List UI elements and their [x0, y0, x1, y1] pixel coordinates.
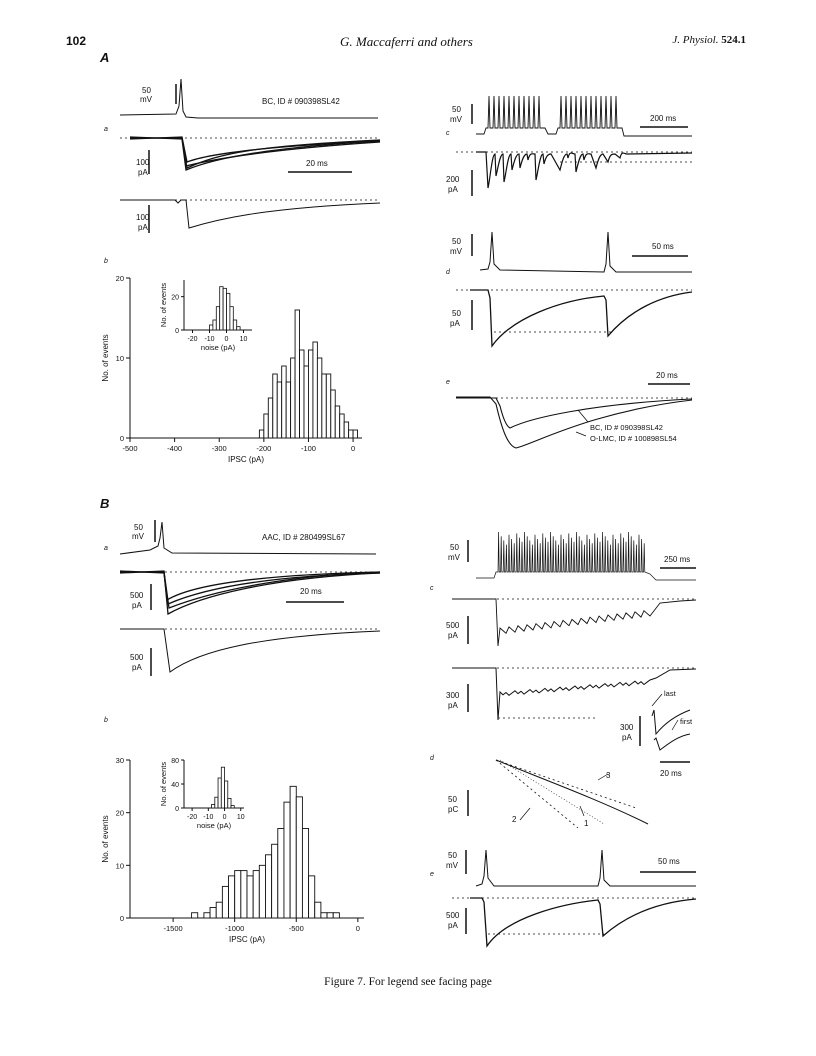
B-c-inset-last-label: last — [664, 689, 676, 698]
A-b-inset-xtick-label: 10 — [239, 336, 248, 343]
B-e-voltage-trace — [476, 850, 696, 886]
panel-A-sub-a: a — [104, 126, 108, 133]
B-b-xlabel: IPSC (pA) — [228, 935, 266, 944]
B-c-inset-time-scale: 20 ms — [660, 769, 682, 778]
A-d-pa-unit: pA — [450, 319, 460, 328]
B-c-mv-unit: mV — [448, 553, 460, 562]
B-b-inset-ylabel: No. of events — [159, 761, 168, 807]
B-b-bar — [204, 913, 210, 918]
B-b-bar — [321, 913, 327, 918]
A-b-inset-bar — [227, 293, 230, 330]
B-a-average-trace — [120, 629, 380, 672]
B-c-pa-scale-2: 300 — [446, 691, 460, 700]
B-b-bar — [235, 871, 241, 918]
panel-B-sub-c: c — [430, 585, 434, 592]
page-number: 102 — [66, 34, 87, 48]
A-b-bar — [340, 414, 344, 438]
A-b-inset-bar — [220, 287, 223, 330]
A-b-bar — [349, 430, 353, 438]
A-b-bar — [286, 382, 290, 438]
A-b-xtick-label: -300 — [211, 444, 227, 453]
B-b-bar — [278, 828, 284, 918]
B-d-label-2: 2 — [512, 815, 517, 824]
A-b-inset-bar — [233, 320, 236, 330]
B-a-avg-pa-scale: 500 — [130, 653, 144, 662]
B-c-mv-scale: 50 — [450, 543, 459, 552]
running-head-authors: G. Maccaferri and others — [340, 34, 473, 49]
B-b-xtick-label: -1500 — [163, 924, 183, 933]
B-c-inset-first-last — [620, 689, 693, 778]
A-b-inset-ylabel: No. of events — [159, 282, 168, 328]
B-c-inset-pointer-last — [652, 694, 662, 706]
B-c-ipsc-train-raw — [452, 599, 696, 646]
A-b-bar — [300, 350, 304, 438]
B-a-mv-scale: 50 — [134, 523, 143, 532]
B-b-bar — [296, 797, 302, 918]
B-b-inset-bar — [221, 767, 224, 808]
B-b-bar — [272, 844, 278, 918]
panel-A-sub-e: e — [446, 379, 450, 386]
B-b-bar — [253, 871, 259, 918]
A-c-current-path — [476, 152, 692, 188]
A-b-bar — [268, 398, 272, 438]
B-b-bar — [290, 786, 296, 918]
B-b-inset-xtick-label: -10 — [203, 814, 214, 821]
panel-B-sub-b: b — [104, 717, 108, 724]
A-b-bar — [264, 414, 268, 438]
B-b-xtick-label: 0 — [355, 924, 360, 933]
B-e-ipsc-pair — [470, 898, 696, 946]
A-e-pointer-olmc — [576, 432, 586, 436]
B-b-ytick-label: 10 — [115, 861, 124, 871]
B-e-mv-scale: 50 — [448, 851, 457, 860]
B-b-bar — [229, 876, 235, 918]
B-b-ytick-label: 30 — [115, 756, 124, 765]
A-c-time-scale: 200 ms — [650, 114, 677, 123]
B-b-inset-xtick-label: 0 — [222, 814, 227, 821]
B-c-pa-scale-1: 500 — [446, 621, 460, 630]
A-b-xtick-label: 0 — [350, 444, 356, 453]
A-b-bar — [335, 406, 339, 438]
A-b-bar — [331, 390, 335, 438]
A-b-inset-bar — [216, 307, 219, 330]
A-a-avg-pa-scale: 100 — [136, 213, 150, 222]
A-b-bar — [277, 382, 281, 438]
A-a-time-scale: 20 ms — [306, 159, 328, 168]
B-c-current2-path — [452, 668, 696, 720]
B-c-inset-first-label: first — [680, 717, 693, 726]
A-d-voltage-trace — [480, 232, 692, 272]
A-b-bar — [282, 366, 286, 438]
A-a-mv-unit: mV — [140, 95, 152, 104]
B-c-spike-path — [476, 532, 696, 580]
journal-name: J. Physiol. — [672, 34, 719, 46]
A-c-mv-scale: 50 — [452, 105, 461, 114]
B-d-label-1: 1 — [584, 819, 589, 828]
A-d-pa-scale: 50 — [452, 309, 461, 318]
A-b-bar — [322, 374, 326, 438]
B-e-time-scale: 50 ms — [658, 857, 680, 866]
B-d-pointer-1 — [580, 806, 584, 816]
A-b-ytick-label: 10 — [115, 354, 124, 363]
B-d-pointer-2 — [520, 808, 530, 820]
panel-B-label: B — [100, 496, 110, 511]
B-b-bar — [222, 886, 228, 918]
A-b-inset-bar — [223, 288, 226, 330]
A-cell-id: BC, ID # 090398SL42 — [262, 97, 340, 106]
A-d-mv-unit: mV — [450, 247, 462, 256]
figure-caption: Figure 7. For legend see facing page — [324, 976, 492, 988]
A-a-average-trace — [120, 200, 380, 228]
A-b-inset — [159, 280, 252, 352]
B-b-inset — [159, 758, 245, 830]
A-b-inset-xlabel: noise (pA) — [200, 343, 236, 352]
B-d-pc-scale: 50 — [448, 795, 457, 804]
A-b-bar — [295, 310, 299, 438]
A-b-inset-xtick-label: -10 — [204, 336, 215, 343]
A-e-time-scale: 20 ms — [656, 371, 678, 380]
B-d-charge-plot — [448, 760, 648, 828]
B-b-inset-xtick-label: 10 — [236, 814, 245, 821]
B-b-bar — [327, 913, 333, 918]
B-b-inset-bar — [215, 797, 218, 808]
B-b-bar — [247, 876, 253, 918]
A-b-inset-bar — [237, 327, 240, 330]
panel-A-sub-d: d — [446, 269, 450, 276]
B-b-bar — [315, 902, 321, 918]
B-c-inset-first-trace — [654, 734, 690, 750]
A-b-ytick-label: 20 — [115, 274, 124, 283]
B-b-bar — [216, 902, 222, 918]
B-b-bar — [309, 876, 315, 918]
A-a-pa-unit: pA — [138, 168, 148, 177]
A-a-avg-pa-unit: pA — [138, 223, 148, 232]
B-a-time-scale: 20 ms — [300, 587, 322, 596]
B-b-inset-ytick-label: 40 — [171, 782, 179, 789]
B-e-pa-unit: pA — [448, 921, 458, 930]
journal-volume: 524.1 — [721, 34, 746, 46]
A-c-mv-unit: mV — [450, 115, 462, 124]
A-b-bar — [273, 374, 277, 438]
B-b-inset-ytick-label: 0 — [175, 806, 179, 813]
A-b-ytick-label: 0 — [119, 434, 124, 443]
A-b-ylabel: No. of events — [101, 334, 110, 382]
A-b-bar — [313, 342, 317, 438]
A-b-inset-bar — [210, 325, 213, 330]
B-c-inset-pa-scale: 300 — [620, 723, 634, 732]
A-d-mv-scale: 50 — [452, 237, 461, 246]
B-a-avg-pa-unit: pA — [132, 663, 142, 672]
B-d-fit-line-2 — [496, 760, 578, 828]
B-b-inset-bar — [231, 806, 234, 808]
A-b-bar — [326, 374, 330, 438]
A-b-bar — [344, 422, 348, 438]
A-a-mv-scale: 50 — [142, 86, 151, 95]
A-b-histogram — [101, 274, 362, 464]
B-c-pa-unit-2: pA — [448, 701, 458, 710]
A-c-pa-unit: pA — [448, 185, 458, 194]
A-b-inset-bar — [213, 320, 216, 330]
B-b-ylabel: No. of events — [101, 815, 110, 863]
B-c-spike-train — [476, 532, 696, 580]
B-e-mv-unit: mV — [446, 861, 458, 870]
B-d-fit-line-3 — [496, 760, 636, 808]
A-b-bar — [317, 358, 321, 438]
A-c-ipsc-train — [476, 152, 692, 188]
B-a-pa-unit: pA — [132, 601, 142, 610]
B-c-pa-unit-1: pA — [448, 631, 458, 640]
B-c-inset-pa-unit: pA — [622, 733, 632, 742]
B-b-histogram — [101, 756, 364, 944]
B-b-bar — [259, 865, 265, 918]
B-b-inset-bar — [225, 781, 228, 808]
A-b-bar — [353, 430, 357, 438]
B-cell-id: AAC, ID # 280499SL67 — [262, 533, 346, 542]
B-b-inset-bar — [218, 778, 221, 808]
B-b-ytick-label: 0 — [119, 914, 124, 923]
A-b-xtick-label: -500 — [122, 444, 138, 453]
panel-A-sub-b: b — [104, 258, 108, 265]
B-b-inset-xtick-label: -20 — [187, 814, 198, 821]
A-b-xtick-label: -200 — [256, 444, 272, 453]
A-a-pa-scale: 100 — [136, 158, 150, 167]
B-d-pc-unit: pC — [448, 805, 459, 814]
B-b-inset-xlabel: noise (pA) — [196, 821, 232, 830]
B-b-xtick-label: -1000 — [225, 924, 245, 933]
B-b-bar — [284, 802, 290, 918]
B-b-bar — [210, 907, 216, 918]
A-c-pa-scale: 200 — [446, 175, 460, 184]
A-b-inset-bar — [230, 307, 233, 330]
A-e-label-bc: BC, ID # 090398SL42 — [590, 423, 663, 432]
A-b-inset-xtick-label: 0 — [224, 336, 229, 343]
A-b-inset-xtick-label: -20 — [187, 336, 198, 343]
A-b-bar — [308, 350, 312, 438]
B-d-label-3: 3 — [606, 771, 611, 780]
B-d-charge-trace — [496, 760, 648, 824]
A-b-inset-ytick-label: 20 — [171, 294, 179, 302]
A-b-bar — [291, 358, 295, 438]
panel-B-sub-e: e — [430, 871, 434, 878]
B-c-ipsc-train-avg — [452, 668, 696, 720]
A-b-bar — [259, 430, 263, 438]
B-b-inset-ytick-label: 80 — [171, 758, 179, 765]
A-b-xtick-label: -100 — [300, 444, 316, 453]
A-e-pointer-bc — [578, 410, 588, 422]
A-e-label-olmc: O-LMC, ID # 100898SL54 — [590, 434, 677, 443]
A-a-current-traces — [130, 137, 380, 170]
A-b-inset-ytick-label: 0 — [175, 328, 179, 335]
B-b-inset-bar — [212, 804, 215, 808]
B-b-xtick-label: -500 — [288, 924, 304, 933]
panel-B-sub-a: a — [104, 545, 108, 552]
B-a-pa-scale: 500 — [130, 591, 144, 600]
panel-A-sub-c: c — [446, 130, 450, 137]
B-c-inset-pointer-first — [672, 720, 678, 730]
panel-A-label: A — [100, 50, 110, 65]
panel-B-sub-d: d — [430, 755, 434, 762]
B-b-bar — [192, 913, 198, 918]
A-d-time-scale: 50 ms — [652, 242, 674, 251]
B-b-inset-bar — [228, 798, 231, 808]
A-b-bar — [304, 366, 308, 438]
B-c-current1-path — [452, 599, 696, 646]
B-b-bar — [333, 913, 339, 918]
B-b-bar — [302, 828, 308, 918]
B-b-ytick-label: 20 — [115, 808, 124, 818]
B-b-bar — [265, 855, 271, 918]
B-c-time-scale: 250 ms — [664, 555, 691, 564]
A-b-xtick-label: -400 — [167, 444, 183, 453]
B-b-bar — [241, 871, 247, 918]
B-a-current-traces — [120, 571, 380, 614]
B-a-mv-unit: mV — [132, 532, 144, 541]
A-b-xlabel: IPSC (pA) — [227, 455, 265, 464]
B-e-pa-scale: 500 — [446, 911, 460, 920]
A-d-ipsc-pair — [470, 290, 692, 346]
